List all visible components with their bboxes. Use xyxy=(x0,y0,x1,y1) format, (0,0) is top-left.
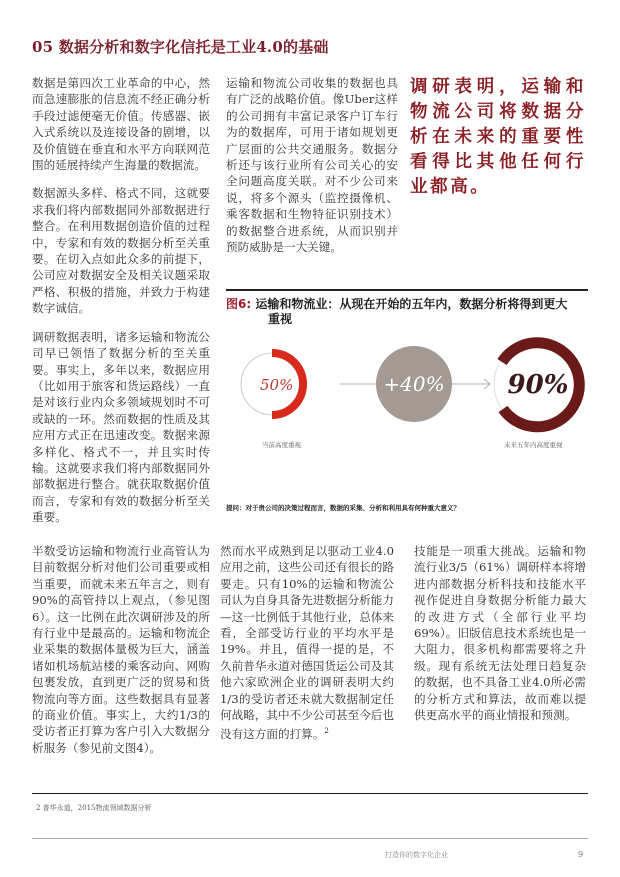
lower-column-3 xyxy=(414,543,586,735)
survey-question: 提问：对于贵公司的决策过程而言，数据的采集、分析和利用具有何种重大意义？ xyxy=(226,504,460,512)
future-caption: 未来五年内高度重视 xyxy=(504,441,563,449)
upper-column-1 xyxy=(32,75,210,538)
paragraph: 数据源头多样、格式不同，这就要求我们将内部数据同外部数据进行整合。在利用数据创造价值的过程中，专家和有效的数据分析至关重要。在切入点如此众多的前提下，公司应对数据安全及相关议题采取严格、积极的措施，并致力于构建数字诚信。 xyxy=(32,186,210,316)
figure-top-rule xyxy=(226,289,588,291)
page-number: 9 xyxy=(578,850,584,859)
callout-column xyxy=(410,75,586,212)
current-value-label: 50% xyxy=(260,376,294,394)
paragraph: 运输和物流公司收集的数据也具有广泛的战略价值。像Uber这样的公司拥有丰富记录客户订车行为的数据库，可用于诸如规划更广层面的公共交通服务。数据分析还与该行业所有公司关心的安全问题高度关联。对不少公司来说，将多个源头（监控摄像机、乘客数据和生物特征识别技术）的数据整合进系统，从而识别并预防威胁是一大关键。 xyxy=(226,76,398,255)
current-caption: 当前高度重视 xyxy=(262,441,301,449)
figure-title-line2: 重视 xyxy=(268,312,293,326)
paragraph: 调研数据表明，诸多运输和物流公司早已领悟了数据分析的至关重要。事实上，多年以来，数据应用（比如用于旅客和货运路线）一直是对该行业内众多领域规划时不可或缺的一环。然而数据的性质及其应用方式正在迅速改变。数据来源多样化、格式不一，并且实时传输。这就要求我们将内部数据同外部数据进行整合。就获取数据价值而言，专家和有效的数据分析至关重要。 xyxy=(32,329,210,525)
lower-column-1 xyxy=(32,543,210,768)
upper-column-2 xyxy=(226,75,398,267)
paragraph: 技能是一项重大挑战。运输和物流行业3/5（61%）调研样本将增进内部数据分析科技和技能水平视作促进自身数据分析能力最大的改进方式（全部行业平均69%）。旧版信息技术系统也是一大阻力，很多机构都需要将之升级。现有系统无法处理日趋复杂的数据，也不具备工业4.0所必需的分析方式和算法，故而难以提供更高水平的商业情报和预测。 xyxy=(414,544,586,723)
future-value-label: 90% xyxy=(507,370,569,400)
figure-title xyxy=(226,297,586,327)
footer-rule xyxy=(32,838,588,839)
paragraph xyxy=(220,543,394,743)
pull-quote: 调研表明，运输和物流公司将数据分析在未来的重要性看得比其他任何行业都高。 xyxy=(410,77,586,197)
footnote-rule xyxy=(32,793,588,794)
increase-value-label: +40% xyxy=(383,372,445,396)
footer-title: 打造你的数字化企业 xyxy=(385,851,448,859)
footnote-ref[interactable]: 2 xyxy=(324,727,329,736)
paragraph: 数据是第四次工业革命的中心，然而急速膨胀的信息流不经正确分析手段过滤便毫无价值。传感器、嵌入式系统以及连接设备的剧增，以及价值链在垂直和水平方向联网范围的延展持续产生海量的数据流。 xyxy=(32,76,210,173)
lower-column-2 xyxy=(220,543,394,755)
figure-title-line1: 运输和物流业：从现在开始的五年内，数据分析将得到更大 xyxy=(255,297,568,311)
figure-label: 图6: xyxy=(226,297,252,311)
paragraph: 半数受访运输和物流行业高管认为目前数据分析对他们公司重要或相当重要，而就未来五年言之，则有90%的高管持以上观点，（参见图6）。这一比例在此次调研涉及的所有行业中是最高的。运输和物流企业采集的数据体量极为巨大，涵盖诸如机场航站楼的乘客动向、网购包裹发放，直到更广泛的贸易和货物流向等方面。这些数据具有显著的商业价值。事实上，大约1/3的受访者正打算为客户引入大数据分析服务（参见前文图4）。 xyxy=(32,544,210,755)
section-title: 05 数据分析和数字化信托是工业4.0的基础 xyxy=(32,38,329,56)
paragraph-text: 然而水平成熟到足以驱动工业4.0应用之前，这些公司还有很长的路要走。只有10%的运输和物流公司认为自身具备先进数据分析能力—这一比例低于其他行业，总体来看，全部受访行业的平均水平是19%。并且，值得一提的是，不久前普华永道对德国货运公司及其他六家欧洲企业的调研表明大约1/3的受访者还未就大数据制定任何战略，其中不少公司甚至今后也没有这方面的打算。 xyxy=(220,544,394,742)
footnote: 2 普华永道，2015物流领域数据分析 xyxy=(36,804,152,812)
